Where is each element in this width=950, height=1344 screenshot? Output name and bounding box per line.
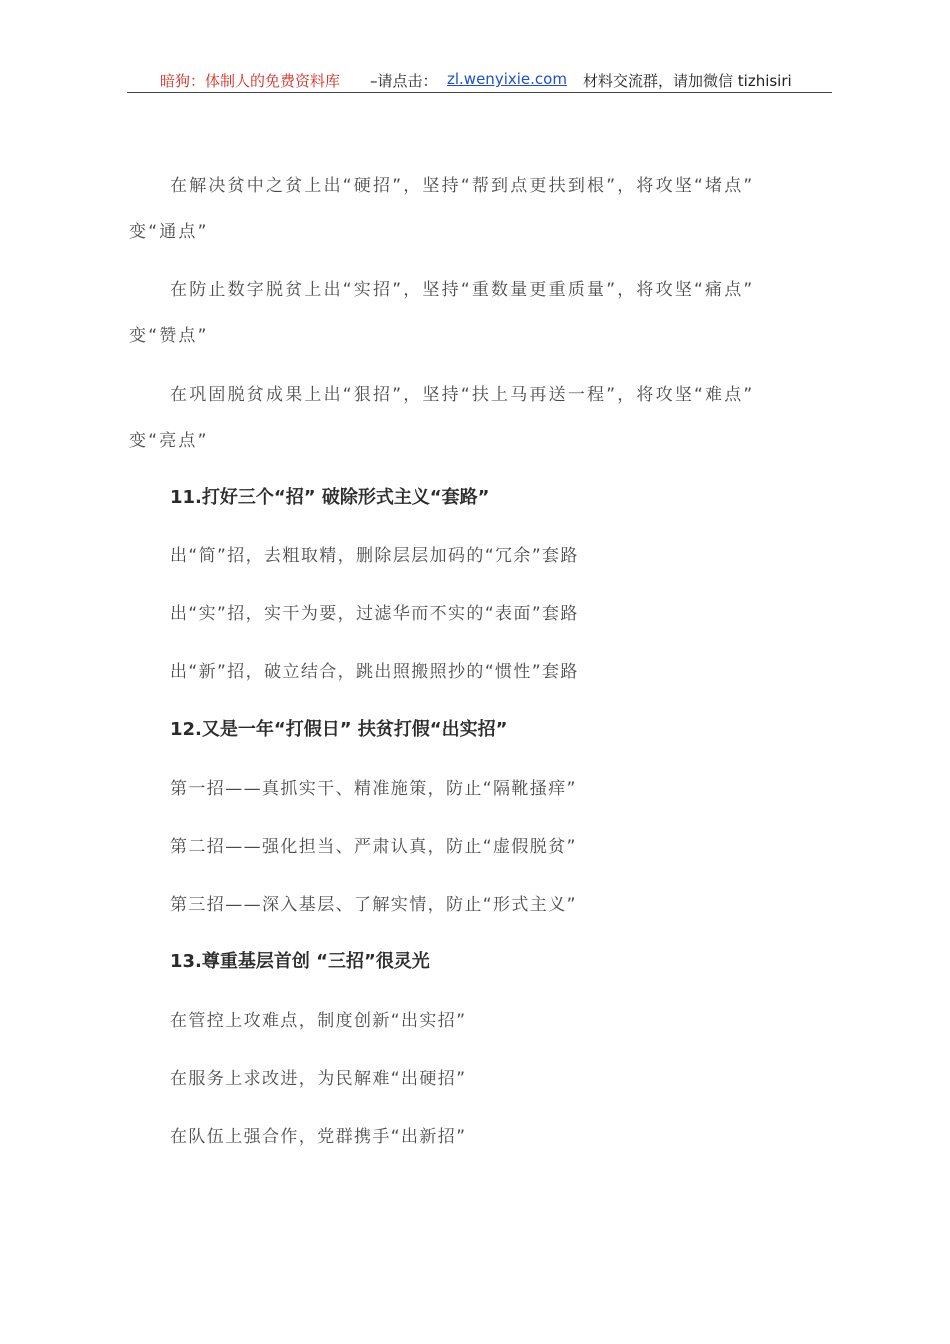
heading-13: 13.尊重基层首创 “三招”很灵光 bbox=[170, 951, 430, 972]
section-12-item-3: 第三招——深入基层、了解实情，防止“形式主义” bbox=[170, 895, 577, 915]
header-wechat-note: 材料交流群，请加微信 tizhisiri bbox=[583, 72, 792, 90]
paragraph-1-line-1: 在解决贫中之贫上出“硬招”，坚持“帮到点更扶到根”，将攻坚“堵点” bbox=[170, 176, 755, 196]
paragraph-2-line-1: 在防止数字脱贫上出“实招”，坚持“重数量更重质量”，将攻坚“痛点” bbox=[170, 280, 755, 300]
paragraph-3-line-1: 在巩固脱贫成果上出“狠招”，坚持“扶上马再送一程”，将攻坚“难点” bbox=[170, 385, 755, 405]
header-click-prompt: –请点击： bbox=[370, 72, 438, 90]
page-header bbox=[0, 70, 950, 92]
paragraph-3-line-2: 变“亮点” bbox=[129, 431, 209, 451]
heading-11: 11.打好三个“招” 破除形式主义“套路” bbox=[170, 487, 490, 508]
heading-12: 12.又是一年“打假日” 扶贫打假“出实招” bbox=[170, 719, 508, 740]
section-13-item-1: 在管控上攻难点，制度创新“出实招” bbox=[170, 1011, 467, 1031]
header-divider bbox=[127, 92, 832, 93]
paragraph-2-line-2: 变“赞点” bbox=[129, 326, 209, 346]
header-site-name: 暗狗：体制人的免费资料库 bbox=[160, 72, 341, 90]
section-12-item-2: 第二招——强化担当、严肃认真，防止“虚假脱贫” bbox=[170, 837, 577, 857]
section-13-item-2: 在服务上求改进，为民解难“出硬招” bbox=[170, 1069, 467, 1089]
section-11-item-2: 出“实”招，实干为要，过滤华而不实的“表面”套路 bbox=[170, 604, 579, 624]
section-11-item-1: 出“简”招，去粗取精，删除层层加码的“冗余”套路 bbox=[170, 546, 579, 566]
section-13-item-3: 在队伍上强合作，党群携手“出新招” bbox=[170, 1127, 467, 1147]
paragraph-1-line-2: 变“通点” bbox=[129, 222, 209, 242]
header-link[interactable]: zl.wenyixie.com bbox=[447, 70, 567, 88]
section-11-item-3: 出“新”招，破立结合，跳出照搬照抄的“惯性”套路 bbox=[170, 662, 579, 682]
section-12-item-1: 第一招——真抓实干、精准施策，防止“隔靴搔痒” bbox=[170, 779, 577, 799]
